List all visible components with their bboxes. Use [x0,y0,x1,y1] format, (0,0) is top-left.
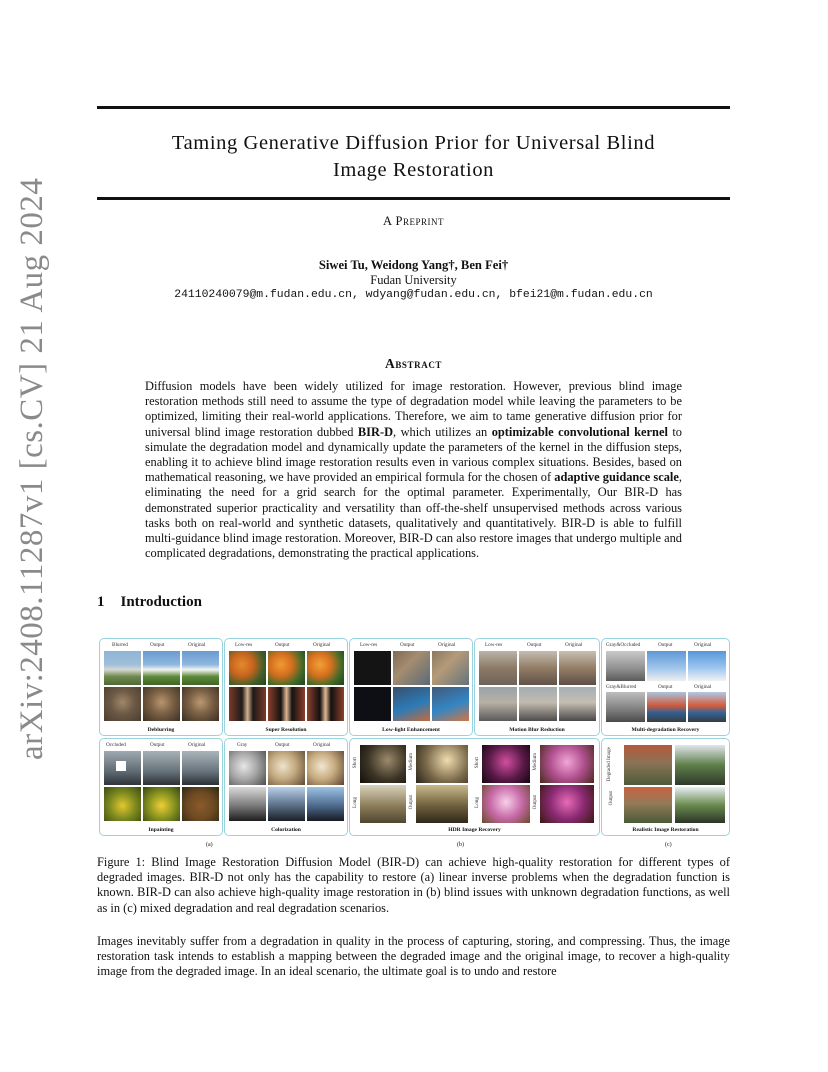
panel-low-light [349,638,473,736]
title-bottom-rule [97,197,730,200]
figure-caption: Figure 1: Blind Image Restoration Diffusion Model (BIR-D) can achieve high-quality restoration for different types of degraded images. BIR-D not only has the capability to restore (a) linear inverse problems when the degradation function is known. BIR-D can also achieve high-quality image restoration in (b) blind issues with unknown degradation functions, as well as in (c) mixed degradation and real degradation scenarios. [97,855,730,915]
court-original-image [432,687,469,721]
panel-header: Low-res [360,642,378,648]
yurt-original-image [182,651,219,685]
panel-header: Output [532,795,538,810]
panel-header: Output [608,791,614,806]
abstract-body [145,379,682,561]
tower-original-image [688,651,726,681]
court-output-image [393,687,430,721]
yurt-blurred-image [104,651,141,685]
frog-output-image [143,787,180,821]
frog-original-image [182,787,219,821]
panel-header: Output [408,795,414,810]
tree-degraded-image [675,745,725,785]
panel-header: Output [658,642,673,648]
panel-caption: Motion Blur Reduction [509,727,565,733]
eggs-gray-image [229,751,266,785]
street-original-image [559,651,596,685]
panel-deblurring [99,638,223,736]
panel-hdr [349,738,600,836]
bridge-original-image [307,787,344,821]
tram-gray-blurred-image [606,692,645,722]
orange-output-image [268,651,305,685]
panel-header: Low-res [235,642,253,648]
panel-header: Output [400,642,415,648]
landscape-hdr-output-image [416,785,468,823]
bird-original-image [182,751,219,785]
panel-header: Gray&Occluded [606,642,641,648]
panel-caption: Super Resolution [265,727,307,733]
crowd-original-image [559,687,596,721]
arxiv-side-stamp: arXiv:2408.11287v1 [cs.CV] 21 Aug 2024 [14,177,50,760]
panel-caption: Low-light Enhancement [382,727,440,733]
building-degraded-image [624,745,672,785]
abstract-bold-term: adaptive guidance scale [554,470,679,485]
panel-header: Original [188,642,206,648]
panel-header: Output [658,684,673,690]
room-lowlight-image [354,651,391,685]
panel-header: Gray&Blurred [606,684,637,690]
panel-header: Original [313,742,331,748]
abstract-text: , eliminating the need for a grid search for the optimal parameter. Experimentally, Our BIR-D has demonstrated superior practicality and versatility than off-the-shelf unsupervised methods across various tasks both on real-world and synthetic datasets, qualitatively and quantitatively. BIR-D is able to fulfill multi-guidance blind image restoration. Moreover, BIR-D can also restore images that undergo multiple and complicated degradations, demonstrating the practical applications. [145,470,682,561]
panel-motion-blur [474,638,600,736]
panel-inpainting [99,738,223,836]
frog-occluded-image [104,787,141,821]
bird-occluded-image [104,751,141,785]
tower-output-image [647,651,686,681]
panel-header: Original [438,642,456,648]
panel-header: Original [313,642,331,648]
affiliation: Fudan University [370,273,457,287]
figure-sublabel-a: (a) [206,842,213,848]
eggs-output-image [268,751,305,785]
landscape-long-exposure-image [360,785,406,823]
building-output-image [624,787,672,823]
panel-realistic [601,738,730,836]
bridge-output-image [268,787,305,821]
paper-title-line2: Image Restoration [332,159,495,181]
panel-caption: Realistic Image Restoration [632,827,699,833]
cat-original-image [182,687,219,721]
panel-header: Low-res [485,642,503,648]
flowers-short-exposure-image [482,745,530,783]
tree-output-image [675,787,725,823]
woman-output-image [268,687,305,721]
orange-lowres-image [229,651,266,685]
woman-lowres-image [229,687,266,721]
panel-header: Original [694,642,712,648]
panel-header: Short [474,757,480,769]
authors: Siwei Tu, Weidong Yang†, Ben Fei† [318,258,509,272]
street-output-image [519,651,557,685]
figure-sublabel-c: (c) [665,842,672,848]
landscape-short-exposure-image [360,745,406,783]
tram-original-image [688,692,726,722]
cat-blurred-image [104,687,141,721]
paper-title-line1: Taming Generative Diffusion Prior for Universal Blind [171,132,656,154]
panel-caption: Inpainting [148,827,174,833]
panel-header: Output [150,742,165,748]
panel-header: Medium [408,753,414,771]
abstract-bold-term: optimizable convolutional kernel [491,424,668,439]
panel-caption: Colorization [271,827,301,833]
panel-header: Original [694,684,712,690]
tram-output-image [647,692,686,722]
panel-header: Occluded [106,742,126,748]
section-number: 1 [97,594,105,610]
panel-header: Output [275,742,290,748]
figure-sublabel-b: (b) [457,842,464,848]
title-top-rule [97,106,730,109]
panel-header: Long [474,797,480,808]
yurt-output-image [143,651,180,685]
room-output-image [393,651,430,685]
panel-header: Output [527,642,542,648]
crowd-output-image [519,687,557,721]
eggs-original-image [307,751,344,785]
orange-original-image [307,651,344,685]
abstract-text: to simulate the degradation model and dynamically update the parameters of the kernel in the diffusion steps, enabling it to achieve blind image restoration results even in various complex situations. Besides, based on mathematical reasoning, we have provided an empirical formula for the chosen of [145,424,682,485]
bird-output-image [143,751,180,785]
street-blurred-image [479,651,517,685]
abstract-heading: Abstract [384,356,443,371]
panel-super-resolution [224,638,348,736]
panel-header: Degraded Image [606,747,612,782]
figure-1 [97,636,730,848]
room-original-image [432,651,469,685]
panel-colorization [224,738,348,836]
panel-header: Gray [237,742,248,748]
panel-header: Original [565,642,583,648]
flowers-medium-exposure-image [540,745,594,783]
panel-multi-degradation [601,638,730,736]
cat-output-image [143,687,180,721]
panel-header: Output [275,642,290,648]
panel-caption: Deblurring [147,727,175,733]
author-emails: 24110240079@m.fudan.edu.cn, wdyang@fudan.edu.cn, bfei21@m.fudan.edu.cn [174,289,653,301]
bridge-gray-image [229,787,266,821]
panel-header: Blurred [112,642,128,648]
court-lowlight-image [354,687,391,721]
woman-original-image [307,687,344,721]
section-heading [97,594,202,611]
panel-header: Long [352,797,358,808]
intro-paragraph: Images inevitably suffer from a degradation in quality in the process of capturing, storing, and compressing. Thus, the image restoration task intends to establish a mapping between the degraded image and the original image, to recover a high-quality image from the degraded image. In an ideal scenario, the ultimate goal is to undo and restore [97,934,730,979]
landscape-medium-exposure-image [416,745,468,783]
panel-caption: HDR Image Recovery [448,827,501,833]
section-title: Introduction [120,594,202,610]
preprint-label: A Preprint [383,214,444,228]
abstract-text: Diffusion models have been widely utilized for image restoration. However, previous blind image restoration methods still need to assume the type of degradation model while leaving the parameters to be optimized, limiting their real-world applications. Therefore, we aim to tame generative diffusion prior for universal blind image restoration dubbed [145,379,682,439]
flowers-hdr-output-image [540,785,594,823]
abstract-bold-term: BIR-D [357,424,394,439]
flowers-long-exposure-image [482,785,530,823]
tower-gray-occluded-image [606,651,645,681]
panel-caption: Multi-degradation Recovery [631,727,700,733]
abstract-text: , which utilizes an [393,424,492,439]
panel-header: Short [352,757,358,769]
panel-header: Original [188,742,206,748]
crowd-blurred-image [479,687,517,721]
panel-header: Medium [532,753,538,771]
panel-header: Output [150,642,165,648]
